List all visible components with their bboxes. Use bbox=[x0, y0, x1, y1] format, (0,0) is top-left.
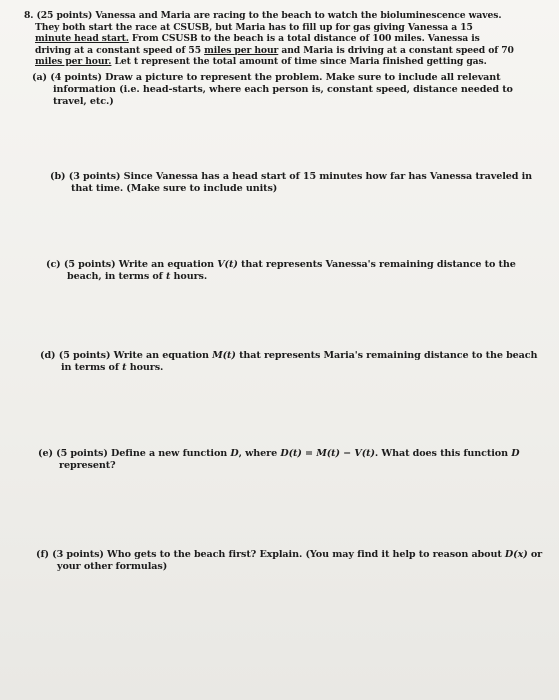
part-a bbox=[32, 72, 523, 108]
problem-line-3: minute head start. From CSUSB to the beach is a total distance of 100 miles. Vanessa is bbox=[35, 33, 480, 44]
problem-number: 8. bbox=[24, 10, 34, 21]
problem-line-4: driving at a constant speed of 55 miles per hour and Maria is driving at a constant speed of 70 bbox=[35, 44, 514, 56]
problem-statement bbox=[24, 10, 514, 68]
part-d-label: (d) bbox=[40, 350, 56, 361]
part-b-text: (3 points) Since Vanessa has a head start of 15 minutes how far has Vanessa traveled in that time. (Make sure to include units) bbox=[68, 171, 533, 194]
m-of-t: M(t) bbox=[212, 350, 236, 361]
part-a-text: (4 points) Draw a picture to represent the problem. Make sure to include all relevant information (i.e. head-starts, where each person is, constant speed, distance needed to travel, etc.) bbox=[50, 72, 513, 107]
part-a-label: (a) bbox=[32, 72, 47, 83]
part-b-label: (b) bbox=[50, 171, 66, 182]
problem-points: (25 points) bbox=[36, 10, 93, 21]
mph-underlined-2: miles per hour. bbox=[35, 56, 112, 67]
head-start-underlined: minute head start. bbox=[35, 33, 129, 44]
part-d: (d) (5 points) Write an equation M(t) that represents Maria's remaining distance to the beach in terms of t hours. bbox=[40, 350, 538, 373]
problem-line-5: miles per hour. Let t represent the total amount of time since Maria finished getting gas. bbox=[35, 56, 487, 67]
part-f-label: (f) bbox=[36, 549, 49, 560]
part-e: (e) (5 points) Define a new function D, where D(t) = M(t) − V(t). What does this function D represent? bbox=[38, 448, 520, 471]
problem-line-1 bbox=[24, 10, 514, 22]
part-b bbox=[50, 171, 533, 195]
problem-line-2: They both start the race at CSUSB, but Maria has to fill up for gas giving Vanessa a 15 bbox=[35, 21, 473, 33]
d-equation: D(t) = M(t) − V(t) bbox=[280, 448, 375, 459]
part-e-label: (e) bbox=[38, 448, 53, 459]
mph-underlined-1: miles per hour bbox=[204, 44, 279, 56]
part-c: (c) (5 points) Write an equation V(t) that represents Vanessa's remaining distance to the beach, in terms of t hours. bbox=[46, 259, 516, 282]
part-c-label: (c) bbox=[46, 259, 61, 270]
v-of-t: V(t) bbox=[217, 259, 238, 270]
problem-text-1: Vanessa and Maria are racing to the beach to watch the bioluminescence waves. bbox=[95, 10, 502, 21]
part-f: (f) (3 points) Who gets to the beach first? Explain. (You may find it help to reason about D(x) or your other formulas) bbox=[36, 549, 543, 572]
